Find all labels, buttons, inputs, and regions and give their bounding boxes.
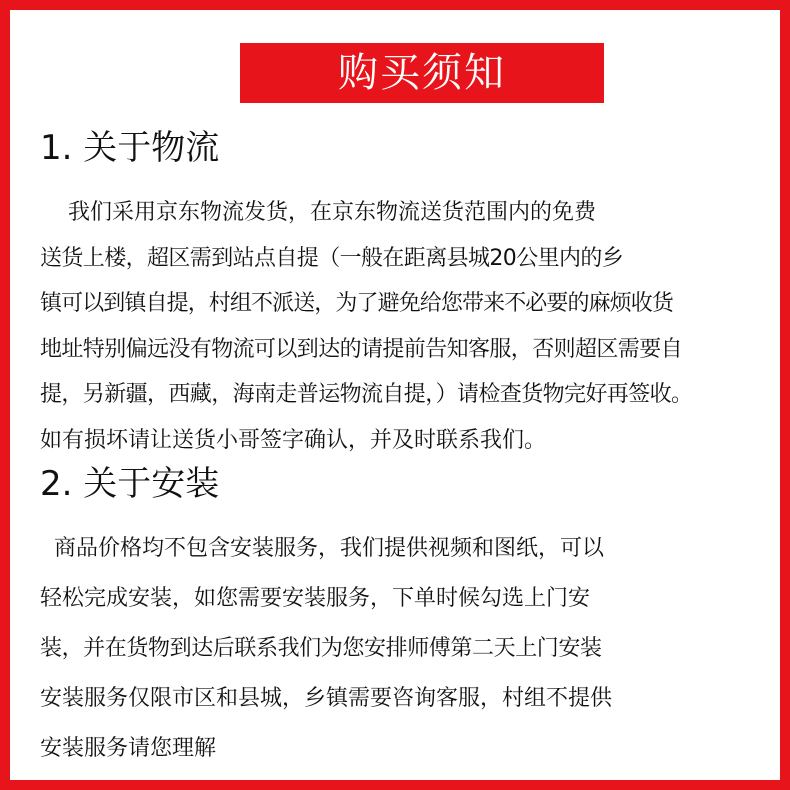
section-heading-installation: 2. 关于安装 xyxy=(40,464,220,504)
logistics-paragraph xyxy=(40,190,770,463)
text-line: 轻松完成安装，如您需要安装服务，下单时候勾选上门安 xyxy=(40,586,591,611)
text-line: 提，另新疆，西藏，海南走普运物流自提，）请检查货物完好再签收。 xyxy=(40,382,693,407)
text-line: 地址特别偏远没有物流可以到达的请提前告知客服，否则超区需要自 xyxy=(40,336,683,362)
text-line: 送货上楼，超区需到站点自提（一般在距离县城20公里内的乡 xyxy=(40,245,624,271)
text-line: 安装服务仅限市区和县城，乡镇需要咨询客服，村组不提供 xyxy=(40,686,613,711)
section-heading-logistics: 1. 关于物流 xyxy=(40,128,220,168)
text-line: 镇可以到镇自提，村组不派送，为了避免给您带来不必要的麻烦收货 xyxy=(40,291,674,316)
text-line: 装，并在货物到达后联系我们为您安排师傅第二天上门安装 xyxy=(40,636,602,661)
text-line: 我们采用京东物流发货，在京东物流送货范围内的免费 xyxy=(68,200,597,225)
title-banner xyxy=(240,43,604,103)
text-line: 商品价格均不包含安装服务，我们提供视频和图纸，可以 xyxy=(54,536,605,561)
installation-paragraph xyxy=(40,524,770,774)
text-line: 安装服务请您理解 xyxy=(40,736,217,761)
text-line: 如有损坏请让送货小哥签字确认，并及时联系我们。 xyxy=(40,427,547,453)
banner-title: 购买须知 xyxy=(338,50,506,96)
